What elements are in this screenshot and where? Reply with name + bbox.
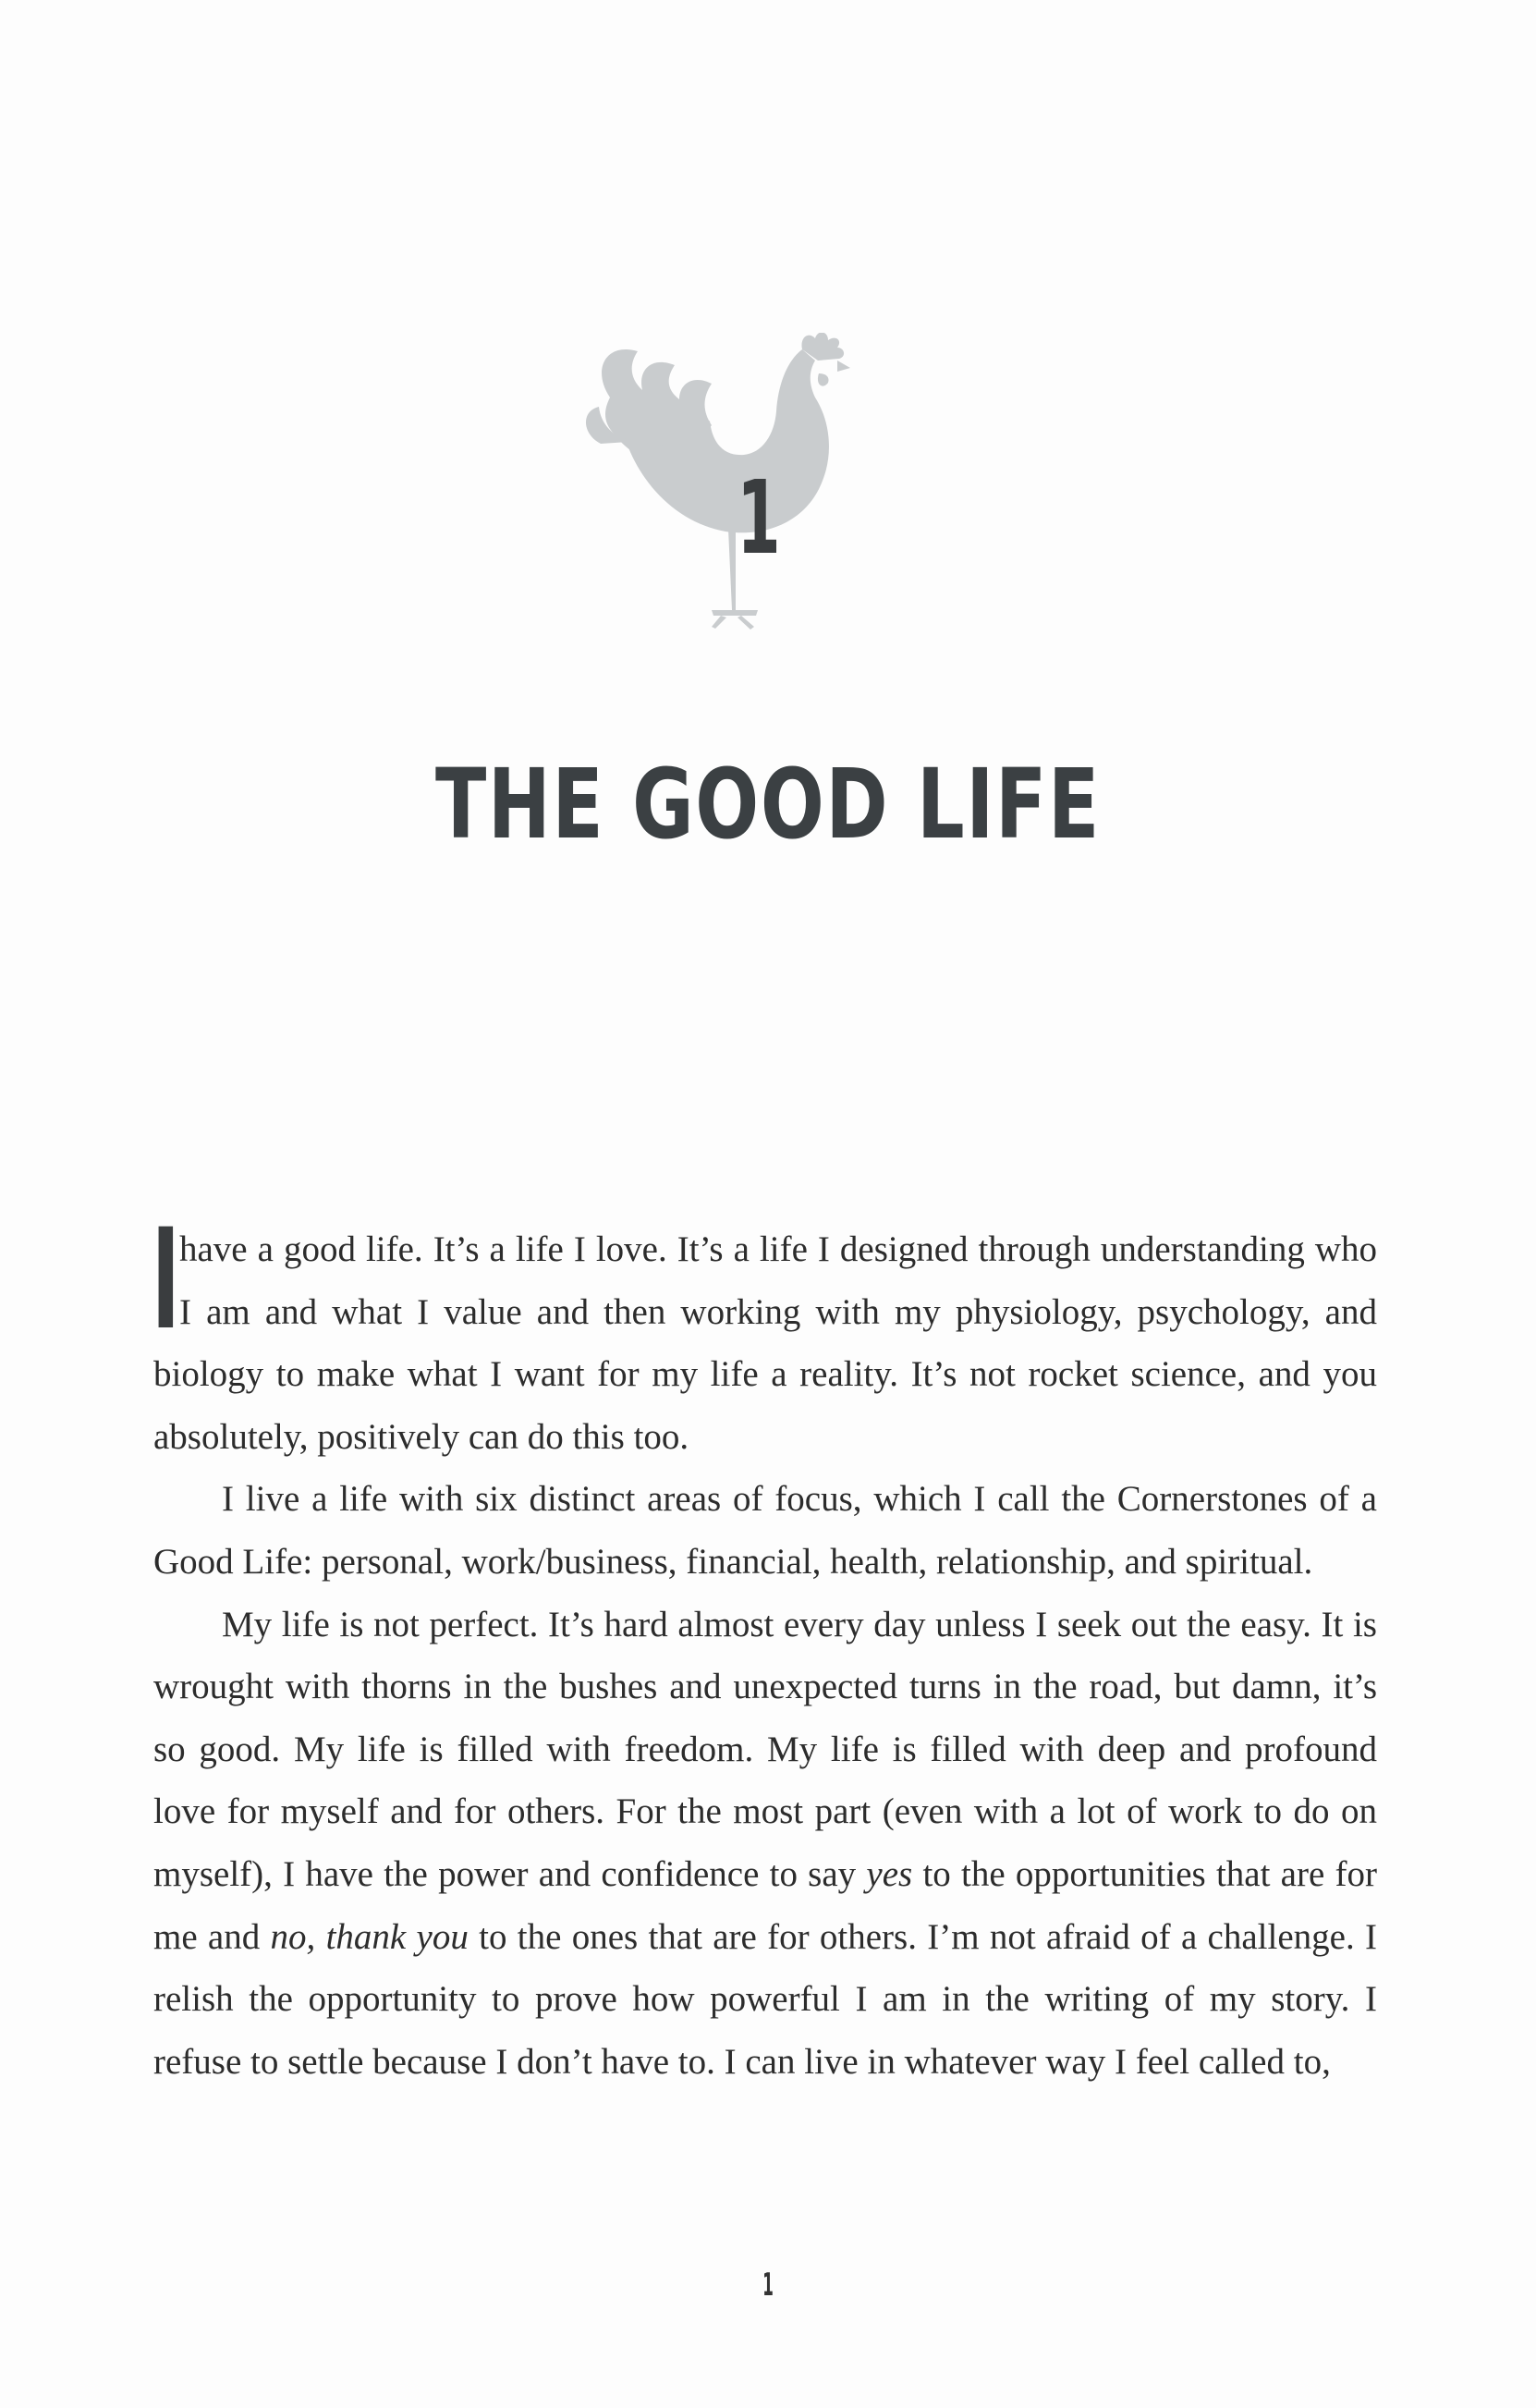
- paragraph-3-text-c: to the ones that are for others. I’m not afraid of a challenge. I relish the opportunity to prove how powerful I am in the writing of my story. I refuse to settle because I don’t have to. I can live in whatever way I feel called to,: [153, 1916, 1377, 2082]
- paragraph-2: I live a life with six distinct areas of focus, which I call the Cornerstones of a Good Life: personal, work/business, financial, health, relationship, and spiritual.: [153, 1479, 1377, 1582]
- emphasis-no-thank-you: no, thank you: [270, 1916, 469, 1957]
- paragraph-1: [152, 1200, 1377, 1468]
- emphasis-yes: yes: [866, 1853, 913, 1894]
- paragraph-3: [153, 1594, 1377, 2094]
- paragraph-3-text-a: My life is not perfect. It’s hard almost every day unless I seek out the easy. It is wrought with thorns in the bushes and unexpected turns in the road, but damn, it’s so good. My life is filled with freedom. My life is filled with deep and profound love for myself and for others. For the most part (even with a lot of work to do on myself), I have the power and confidence to say: [153, 1604, 1377, 1894]
- chapter-title: THE GOOD LIFE: [435, 748, 1101, 861]
- paragraph-1-text: have a good life. It’s a life I love. It’s a life I designed through understanding who I am and what I value and then working with my physiology, psychology, and biology to make what I want for my life a reality. It’s not rocket science, and you absolutely, positively can do this too.: [153, 1229, 1377, 1457]
- paragraph-3-text-b: to the opportunities that are for me and: [153, 1853, 1377, 1957]
- drop-cap: I: [152, 1200, 180, 1361]
- chapter-number: 1: [737, 458, 781, 577]
- chapter-body: [152, 1200, 1377, 2093]
- page-number: 1: [762, 2267, 774, 2304]
- rooster-icon: [573, 333, 887, 684]
